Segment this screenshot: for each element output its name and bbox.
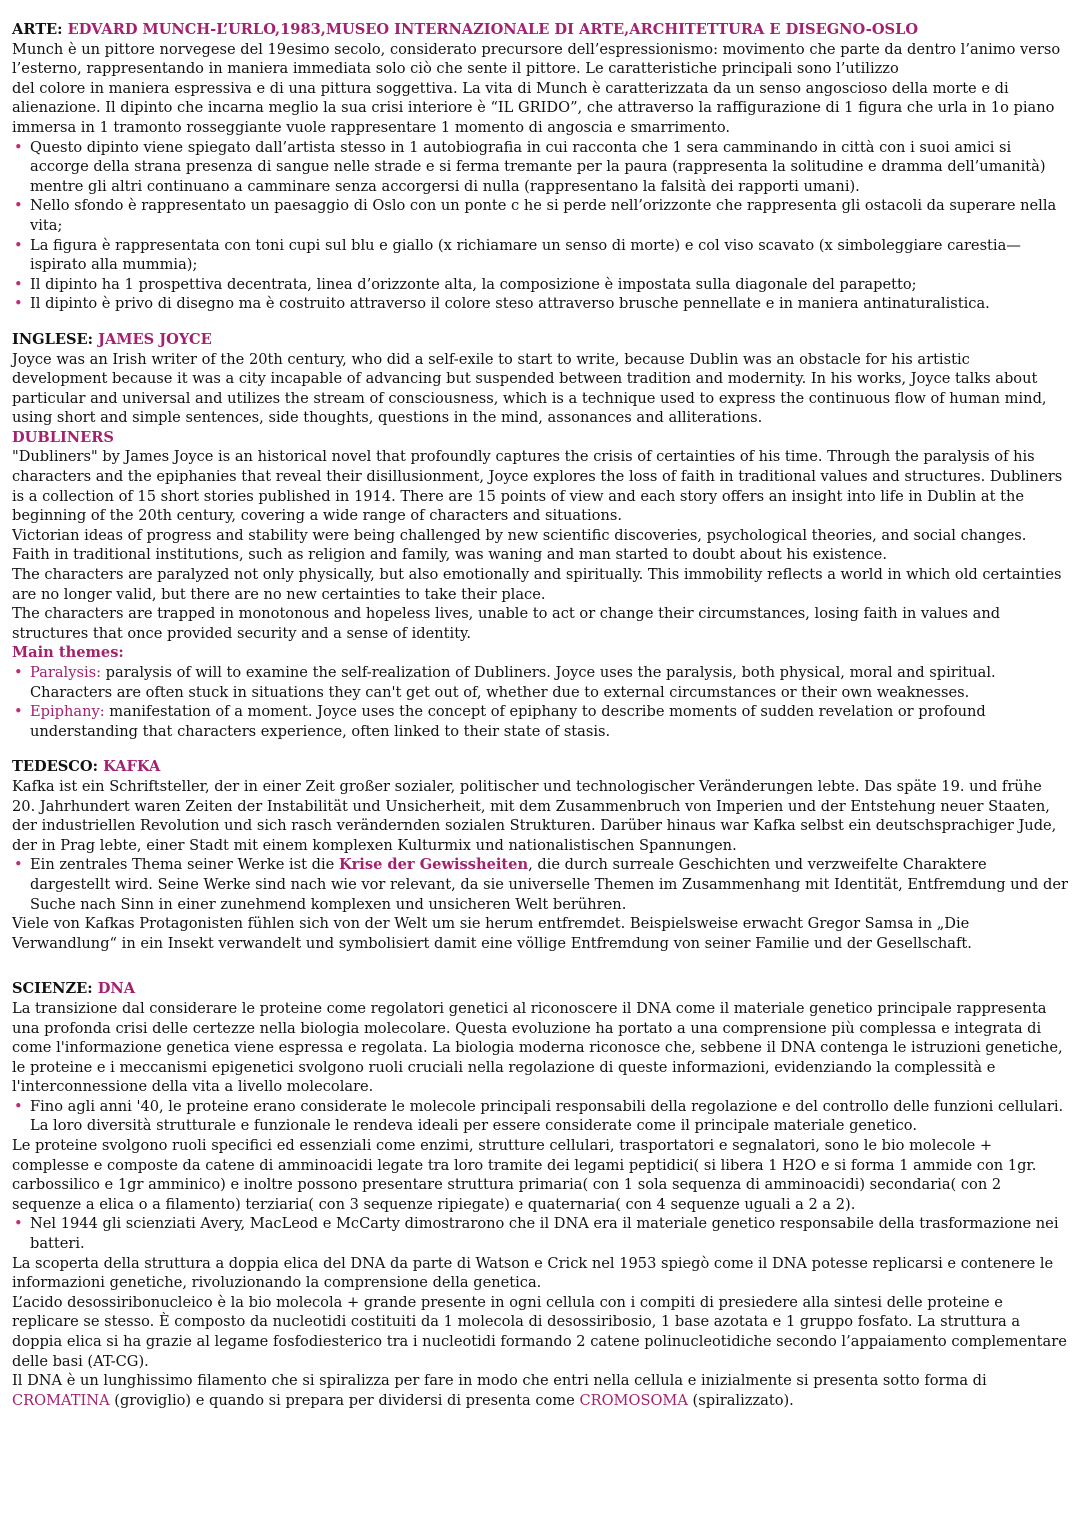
- list-item: • Il dipinto è privo di disegno ma è costruito attraverso il colore steso attraverso brusche pennellate e in maniera antinaturalistica.: [30, 294, 1068, 314]
- theme-term: Paralysis:: [30, 664, 102, 681]
- list-item: • Nel 1944 gli scienziati Avery, MacLeod e McCarty dimostrarono che il DNA era il materiale genetico responsabile della trasformazione nei batteri.: [30, 1214, 1068, 1253]
- list-item: • Nello sfondo è rappresentato un paesaggio di Oslo con un ponte c he si perde nell’orizzonte che rappresenta gli ostacoli da superare nella vita;: [30, 196, 1068, 235]
- section-heading: [12, 330, 1068, 350]
- section-scienze: [12, 979, 1068, 1410]
- paragraph: The characters are trapped in monotonous and hopeless lives, unable to act or change their circumstances, losing faith in values and structures that once provided security and a sense of identity.: [12, 605, 1001, 642]
- theme-text: paralysis of will to examine the self-realization of Dubliners. Joyce uses the paralysis, both physical, moral and spiritual. Characters are often stuck in situations they can't get out of, whether due to external circumstances or their own weaknesses.: [30, 664, 996, 701]
- section-inglese: [12, 330, 1068, 741]
- paragraph: [12, 1371, 1068, 1410]
- bullet-list: [12, 855, 1068, 914]
- theme-term: Epiphany:: [30, 703, 105, 721]
- section-title: KAFKA: [103, 758, 161, 776]
- list-item: • Questo dipinto viene spiegato dall’artista stesso in 1 autobiografia in cui racconta che 1 sera camminando in città con i suoi amici si accorge della strana presenza di sangue nelle strade e si ferma tremante per la paura (rappresenta la solitudine e dramma dell’umanità) mentre gli altri continuano a camminare senza accorgersi di nulla (rappresentano la falsità dei rapporti umani).: [30, 138, 1068, 197]
- section-heading: [12, 20, 1068, 40]
- bullet-text: Ein zentrales Thema seiner Werke ist die: [30, 856, 339, 874]
- paragraph: La transizione dal considerare le proteine come regolatori genetici al riconoscere il DNA come il materiale genetico principale rappresenta una profonda crisi delle certezze nella biologia molecolare. Questa evoluzione ha portato a una comprensione più complessa e integrata di come l'informazione genetica viene espressa e regolata. La biologia moderna riconosce che, sebbene il DNA contenga le istruzioni genetiche, le proteine e i meccanismi epigenetici svolgono ruoli cruciali nella regolazione di queste informazioni, evidenziando la complessità e l'interconnessione della vita a livello molecolare.: [12, 999, 1063, 1096]
- section-title: JAMES JOYCE: [98, 330, 212, 348]
- paragraph-text: (groviglio) e quando si prepara per dividersi di presenta come: [109, 1391, 580, 1409]
- section-label: INGLESE:: [12, 330, 99, 348]
- paragraph: La scoperta della struttura a doppia elica del DNA da parte di Watson e Crick nel 1953 spiegò come il DNA potesse replicarsi e contenere le informazioni genetiche, rivoluzionando la comprensione della genetica.: [12, 1254, 1054, 1292]
- highlight-term: Krise der Gewissheiten: [338, 856, 529, 874]
- paragraph: Le proteine svolgono ruoli specifici ed essenziali come enzimi, strutture cellulari, trasportatori e segnalatori, sono le bio molecole + complesse e composte da catene di amminoacidi legate tra loro tramite dei legami peptidici( si libera 1 H2O e si forma 1 ammide con 1gr. carbossilico e 1gr amminico) e inoltre possono presentare struttura primaria( con 1 sola sequenza di amminoacidi) secondaria( con 2 sequenze a elica o a filamento) terziaria( con 3 sequenze ripiegate) e quaternaria( con 4 sequenze uguali a 2 a 2).: [12, 1137, 1037, 1213]
- paragraph-text: Il DNA è un lunghissimo filamento che si spiralizza per fare in modo che entri nella cellula e inizialmente si presenta sotto forma di: [12, 1372, 987, 1390]
- bullet-list: [12, 1097, 1068, 1136]
- list-item: [30, 855, 1068, 914]
- section-label: ARTE:: [12, 21, 68, 38]
- list-item: • Fino agli anni '40, le proteine erano considerate le molecole principali responsabili della regolazione e del controllo delle funzioni cellulari. La loro diversità strutturale e funzionale le rendeva ideali per essere considerate come il principale materiale genetico.: [30, 1097, 1068, 1136]
- paragraph-text: (spiralizzato).: [687, 1391, 794, 1409]
- list-item: • La figura è rappresentata con toni cupi sul blu e giallo (x richiamare un senso di morte) e col viso scavato (x simboleggiare carestia—ispirato alla mummia);: [30, 236, 1068, 275]
- list-item: [30, 663, 1068, 702]
- theme-text: manifestation of a moment. Joyce uses the concept of epiphany to describe moments of sudden revelation or profound understanding that characters experience, often linked to their state of stasis.: [30, 703, 986, 740]
- list-item: • Il dipinto ha 1 prospettiva decentrata, linea d’orizzonte alta, la composizione è impostata sulla diagonale del parapetto;: [30, 275, 1068, 295]
- section-arte: [12, 20, 1068, 314]
- section-title: EDVARD MUNCH-L’URLO,1983,MUSEO INTERNAZIONALE DI ARTE,ARCHITETTURA E DISEGNO-OSLO: [67, 21, 919, 38]
- bullet-text: , die durch surreale Geschichten und verzweifelte Charaktere dargestellt wird. Seine Werke sind nach wie vor relevant, da sie universelle Themen im Zusammenhang mit Identität, Entfremdung und der Suche nach Sinn in einer zunehmend komplexen und unsicheren Welt berühren.: [30, 856, 1068, 913]
- paragraph: Viele von Kafkas Protagonisten fühlen sich von der Welt um sie herum entfremdet. Beispielsweise erwacht Gregor Samsa in „Die Verwandlung“ in ein Insekt verwandelt und symbolisiert damit eine völlige Entfremdung von seiner Familie und der Gesellschaft.: [12, 915, 972, 952]
- section-label: SCIENZE:: [12, 980, 98, 998]
- paragraph: Kafka ist ein Schriftsteller, der in einer Zeit großer sozialer, politischer und technologischer Veränderungen lebte. Das späte 19. und frühe 20. Jahrhundert waren Zeiten der Instabilität und Unsicherheit, mit dem Zusammenbruch von Imperien und der Entstehung neuer Staaten, der industriellen Revolution und sich rasch verändernden sozialen Strukturen. Darüber hinaus war Kafka selbst ein deutschsprachiger Jude, der in Prag lebte, einer Stadt mit einem komplexen Kulturmix und nationalistischen Spannungen.: [12, 777, 1057, 854]
- subheading-dubliners: DUBLINERS: [12, 428, 114, 446]
- section-title: DNA: [97, 980, 136, 998]
- section-heading: [12, 979, 1068, 999]
- paragraph: Munch è un pittore norvegese del 19esimo secolo, considerato precursore dell’espressionismo: movimento che parte da dentro l’animo verso l’esterno, rappresentando in maniera immediata solo ciò che sente il pittore. Le caratteristiche principali sono l’utilizzo: [12, 40, 1061, 78]
- paragraph: "Dubliners" by James Joyce is an historical novel that profoundly captures the crisis of certainties of his time. Through the paralysis of his characters and the epiphanies that reveal their disillusionment, Joyce explores the loss of faith in traditional values and structures. Dubliners is a collection of 15 short stories published in 1914. There are 15 points of view and each story offers an insight into life in Dublin at the beginning of the 20th century, covering a wide range of characters and situations.: [12, 448, 1063, 525]
- paragraph: del colore in maniera espressiva e di una pittura soggettiva. La vita di Munch è caratterizzata da un senso angoscioso della morte e di alienazione. Il dipinto che incarna meglio la sua crisi interiore è “IL GRIDO”, che attraverso la raffigurazione di 1 figura che urla in 1o piano immersa in 1 tramonto rosseggiante vuole rappresentare 1 momento di angoscia e smarrimento.: [12, 79, 1055, 136]
- paragraph: The characters are paralyzed not only physically, but also emotionally and spiritually. This immobility reflects a world in which old certainties are no longer valid, but there are no new certainties to take their place.: [12, 566, 1062, 603]
- paragraph: Victorian ideas of progress and stability were being challenged by new scientific discoveries, psychological theories, and social changes. Faith in traditional institutions, such as religion and family, was waning and man started to doubt about his existence.: [12, 526, 1027, 564]
- term-cromosoma: CROMOSOMA: [579, 1391, 688, 1409]
- bullet-list: [12, 1214, 1068, 1253]
- section-label: TEDESCO:: [12, 758, 104, 776]
- bullet-list: [12, 663, 1068, 741]
- paragraph: Joyce was an Irish writer of the 20th century, who did a self-exile to start to write, because Dublin was an obstacle for his artistic development because it was a city incapable of advancing but suspended between tradition and modernity. In his works, Joyce talks about particular and universal and utilizes the stream of consciousness, which is a technique used to express the continuous flow of human mind, using short and simple sentences, side thoughts, questions in the mind, assonances and alliterations.: [12, 350, 1047, 427]
- section-tedesco: [12, 757, 1068, 953]
- list-item: [30, 702, 1068, 741]
- paragraph: L’acido desossiribonucleico è la bio molecola + grande presente in ogni cellula con i compiti di presiedere alla sintesi delle proteine e replicare se stesso. È composto da nucleotidi costituiti da 1 molecola di desossiribosio, 1 base azotata e 1 gruppo fosfato. La struttura a doppia elica si ha grazie al legame fosfodiesterico tra i nucleotidi formando 2 catene polinucleotidiche secondo l’appaiamento complementare delle basi (AT-CG).: [12, 1293, 1067, 1370]
- section-heading: [12, 757, 1068, 777]
- bullet-list: [12, 138, 1068, 314]
- term-cromatina: CROMATINA: [12, 1391, 110, 1409]
- subheading-main-themes: Main themes:: [12, 644, 124, 662]
